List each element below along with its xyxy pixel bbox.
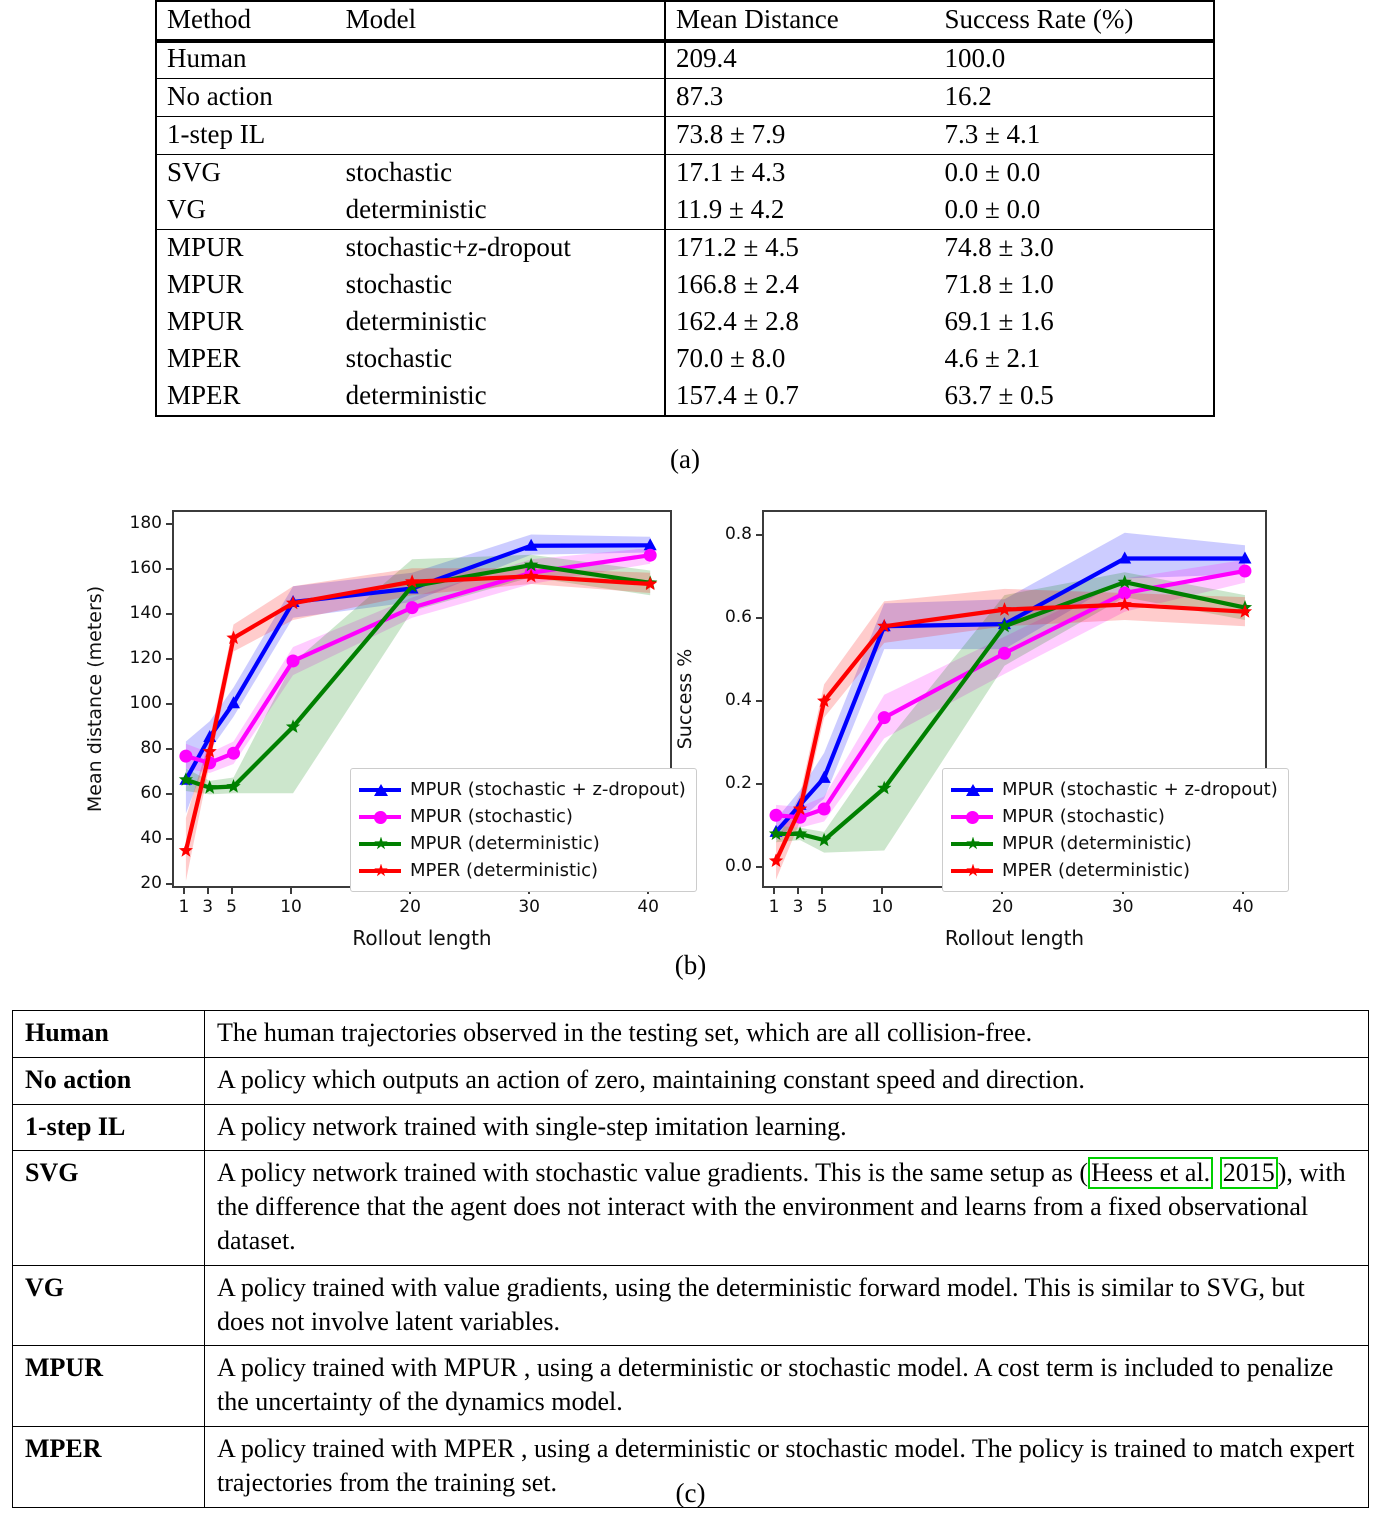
data-point-marker (818, 803, 831, 816)
y-axis-tick-mark (166, 883, 172, 885)
citation-link-authors[interactable]: Heess et al. (1088, 1157, 1213, 1189)
cell-method: MPUR (156, 267, 336, 304)
y-axis-tick-mark (756, 534, 762, 536)
cell-success-rate: 74.8 ± 3.0 (934, 230, 1214, 268)
data-point-marker (1238, 564, 1251, 577)
legend-item[interactable] (951, 776, 1278, 803)
legend-label: MPUR (stochastic + z-dropout) (410, 779, 686, 800)
cell-mean-distance: 157.4 ± 0.7 (665, 378, 934, 416)
cell-description: The human trajectories observed in the testing set, which are all collision-free. (205, 1011, 1369, 1058)
cell-model: stochastic (336, 155, 665, 193)
x-axis-tick-label: 10 (871, 897, 894, 917)
cell-key: MPUR (13, 1346, 205, 1427)
legend-swatch-icon (951, 837, 993, 851)
legend-label: MPUR (stochastic + z-dropout) (1002, 779, 1278, 800)
cell-success-rate: 71.8 ± 1.0 (934, 267, 1214, 304)
legend-label: MPUR (stochastic) (1002, 806, 1165, 827)
legend-swatch-icon (359, 783, 401, 797)
cell-success-rate: 69.1 ± 1.6 (934, 304, 1214, 341)
x-axis-tick-mark (183, 888, 185, 894)
x-axis-tick-label: 10 (280, 897, 302, 917)
legend-swatch-icon (359, 837, 401, 851)
y-axis-tick-mark (756, 866, 762, 868)
cell-method: SVG (156, 155, 336, 193)
cell-model (336, 117, 665, 155)
y-axis-tick-label: 180 (129, 512, 162, 533)
cell-mean-distance: 70.0 ± 8.0 (665, 341, 934, 378)
cell-mean-distance: 73.8 ± 7.9 (665, 117, 934, 155)
cell-description: A policy which outputs an action of zero, maintaining constant speed and direction. (205, 1057, 1369, 1104)
y-axis-tick-mark (166, 613, 172, 615)
cell-method: MPER (156, 341, 336, 378)
x-axis-tick-label: 3 (792, 897, 804, 917)
table-row (156, 155, 1214, 193)
cell-method: MPUR (156, 230, 336, 268)
chart-success-rate (674, 488, 1330, 950)
cell-key: SVG (13, 1151, 205, 1265)
table-row (156, 192, 1214, 230)
x-axis-tick-label: 20 (991, 897, 1014, 917)
legend-label: MPUR (deterministic) (410, 833, 600, 854)
table-header-row (156, 1, 1214, 40)
y-axis-tick-label: 0.0 (724, 856, 752, 877)
legend-swatch-icon (359, 864, 401, 878)
model-text-post: -dropout (477, 232, 571, 262)
y-axis-tick-mark (166, 838, 172, 840)
table-row (13, 1011, 1369, 1058)
y-axis-label: Mean distance (meters) (84, 585, 106, 813)
cell-success-rate: 63.7 ± 0.5 (934, 378, 1214, 416)
y-axis-tick-mark (166, 568, 172, 570)
legend-item[interactable] (951, 830, 1278, 857)
data-point-marker (644, 549, 657, 562)
y-axis-tick-mark (166, 658, 172, 660)
table-row (13, 1151, 1369, 1265)
header-success-rate: Success Rate (%) (934, 1, 1214, 40)
x-axis-tick-label: 3 (202, 897, 214, 917)
cell-mean-distance: 171.2 ± 4.5 (665, 230, 934, 268)
cell-mean-distance: 11.9 ± 4.2 (665, 192, 934, 230)
x-axis-label: Rollout length (944, 926, 1085, 950)
header-mean-distance: Mean Distance (665, 1, 934, 40)
results-table-panel (155, 0, 1215, 417)
x-axis-tick-label: 30 (1111, 897, 1134, 917)
description-text-pre: A policy network trained with stochastic value gradients. This is the same setup as ( (217, 1158, 1089, 1188)
legend-item[interactable] (951, 857, 1278, 884)
legend-item[interactable] (951, 803, 1278, 830)
cell-method: 1-step IL (156, 117, 336, 155)
x-axis-tick-label: 1 (768, 897, 780, 917)
cell-method: VG (156, 192, 336, 230)
cell-model (336, 40, 665, 79)
data-point-marker (998, 647, 1011, 660)
table-row (156, 230, 1214, 268)
cell-description: A policy network trained with single-step imitation learning. (205, 1104, 1369, 1151)
cell-key: VG (13, 1265, 205, 1346)
data-point-marker (179, 750, 192, 763)
cell-mean-distance: 209.4 (665, 40, 934, 79)
x-axis-tick-label: 30 (518, 897, 540, 917)
table-row (156, 267, 1214, 304)
cell-method: Human (156, 40, 336, 79)
y-axis-label: Success % (674, 648, 696, 750)
model-text-pre: stochastic+ (345, 232, 468, 262)
legend-item[interactable] (359, 776, 686, 803)
cell-description (205, 1151, 1369, 1265)
y-axis-tick-mark (166, 793, 172, 795)
y-axis-tick-label: 60 (140, 782, 162, 803)
caption-c: (c) (675, 1478, 706, 1508)
cell-model: deterministic (345, 306, 487, 336)
y-axis-tick-label: 140 (129, 602, 162, 623)
x-axis-tick-mark (797, 888, 799, 894)
caption-a: (a) (670, 444, 700, 474)
x-axis-tick-mark (881, 888, 883, 894)
x-axis-tick-mark (821, 888, 823, 894)
legend-item[interactable] (359, 830, 686, 857)
data-point-marker (406, 601, 419, 614)
cell-success-rate: 100.0 (934, 40, 1214, 79)
legend-swatch-icon (951, 864, 993, 878)
legend-label: MPER (deterministic) (1002, 860, 1191, 881)
y-axis-tick-mark (756, 617, 762, 619)
legend-swatch-icon (951, 783, 993, 797)
y-axis-tick-label: 100 (129, 692, 162, 713)
header-method: Method (156, 1, 336, 40)
cell-mean-distance: 166.8 ± 2.4 (665, 267, 934, 304)
y-axis-tick-mark (166, 523, 172, 525)
x-axis-tick-mark (773, 888, 775, 894)
x-axis-tick-label: 40 (637, 897, 659, 917)
table-row (13, 1057, 1369, 1104)
data-point-marker (287, 654, 300, 667)
legend-item[interactable] (359, 803, 686, 830)
y-axis-tick-mark (756, 783, 762, 785)
cell-key: Human (13, 1011, 205, 1058)
table-row (156, 378, 1214, 416)
y-axis-tick-label: 0.6 (724, 607, 752, 627)
description-text-post: ), with the difference that the agent does not interact with the environment and learns from a fixed observational dataset. (217, 1158, 1346, 1255)
legend-label: MPUR (stochastic) (410, 806, 573, 827)
data-point-marker (227, 747, 240, 760)
cell-model: deterministic (336, 378, 665, 416)
descriptions-table (12, 1010, 1369, 1508)
y-axis-tick-mark (166, 748, 172, 750)
cell-model (336, 79, 665, 117)
cell-key: MPER (13, 1426, 205, 1507)
data-point-marker (878, 711, 891, 724)
cell-model (336, 230, 665, 268)
cell-key: No action (13, 1057, 205, 1104)
cell-success-rate: 7.3 ± 4.1 (934, 117, 1214, 155)
y-axis-tick-label: 20 (140, 872, 162, 893)
chart-legend (350, 768, 697, 892)
chart-mean-distance (84, 488, 750, 950)
cell-description: A policy trained with MPUR , using a deterministic or stochastic model. A cost term is included to penalize the uncertainty of the dynamics model. (205, 1346, 1369, 1427)
descriptions-table-panel (12, 1010, 1369, 1508)
x-axis-tick-label: 5 (816, 897, 828, 917)
results-table (155, 0, 1215, 417)
x-axis-tick-label: 5 (226, 897, 237, 917)
table-row (156, 79, 1214, 117)
cell-key: 1-step IL (13, 1104, 205, 1151)
y-axis-tick-label: 80 (140, 737, 162, 758)
y-axis-tick-label: 120 (129, 647, 162, 668)
cell-success-rate: 4.6 ± 2.1 (934, 341, 1214, 378)
x-axis-label: Rollout length (352, 926, 492, 950)
x-axis-tick-mark (290, 888, 292, 894)
cell-method: MPER (156, 378, 336, 416)
table-row (13, 1265, 1369, 1346)
cell-success-rate: 0.0 ± 0.0 (934, 192, 1214, 230)
y-axis-tick-label: 40 (140, 827, 162, 848)
cell-method: MPUR (156, 304, 336, 341)
cell-mean-distance: 162.4 ± 2.8 (665, 304, 934, 341)
legend-swatch-icon (951, 810, 993, 824)
cell-method: No action (156, 79, 336, 117)
data-point-marker (770, 809, 783, 822)
cell-success-rate: 16.2 (934, 79, 1214, 117)
header-model: Model (336, 1, 665, 40)
x-axis-tick-label: 40 (1232, 897, 1254, 917)
cell-model: stochastic (345, 269, 453, 299)
table-row (156, 117, 1214, 155)
legend-label: MPUR (deterministic) (1002, 833, 1192, 854)
legend-item[interactable] (359, 857, 686, 884)
y-axis-tick-label: 160 (129, 557, 162, 578)
y-axis-tick-mark (166, 703, 172, 705)
legend-label: MPER (deterministic) (410, 860, 599, 881)
x-axis-tick-mark (207, 888, 209, 894)
model-text-italic: z (467, 232, 478, 262)
charts-panel (0, 488, 1381, 950)
table-row (156, 341, 1214, 378)
citation-link-year[interactable]: 2015 (1220, 1157, 1278, 1189)
table-row (13, 1346, 1369, 1427)
cell-description: A policy trained with value gradients, using the deterministic forward model. This is similar to SVG, but does not involve latent variables. (205, 1265, 1369, 1346)
x-axis-tick-mark (231, 888, 233, 894)
x-axis-tick-label: 1 (178, 897, 190, 917)
chart-legend (942, 768, 1289, 892)
table-row (13, 1104, 1369, 1151)
cell-model: deterministic (345, 194, 487, 224)
y-axis-tick-label: 0.2 (724, 773, 752, 794)
table-row (156, 304, 1214, 341)
caption-b: (b) (674, 950, 707, 980)
cell-model: stochastic (345, 343, 453, 373)
y-axis-tick-label: 0.8 (724, 523, 752, 544)
legend-swatch-icon (359, 810, 401, 824)
cell-mean-distance: 87.3 (665, 79, 934, 117)
y-axis-tick-mark (756, 700, 762, 702)
y-axis-tick-label: 0.4 (724, 690, 752, 711)
x-axis-tick-label: 20 (399, 897, 421, 917)
cell-description: A policy trained with MPER , using a deterministic or stochastic model. The policy is trained to match expert trajectories from the training set. (205, 1426, 1369, 1507)
table-row (156, 40, 1214, 79)
cell-mean-distance: 17.1 ± 4.3 (665, 155, 934, 193)
cell-success-rate: 0.0 ± 0.0 (934, 155, 1214, 193)
